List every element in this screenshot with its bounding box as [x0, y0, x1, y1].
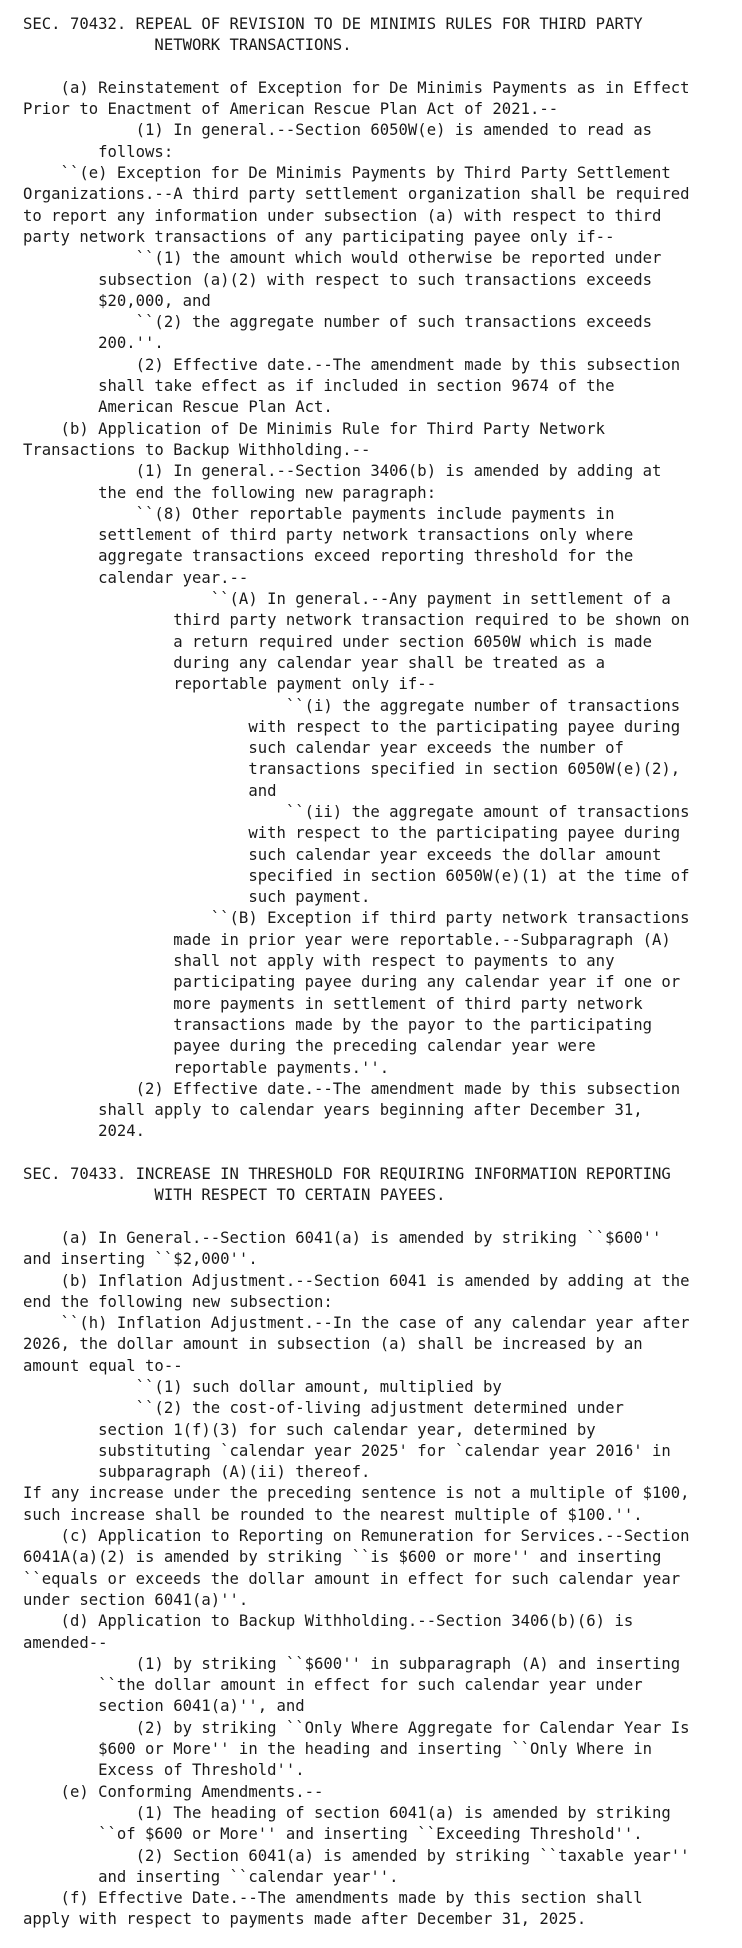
text-line: transactions made by the payor to the participating [23, 1015, 653, 1034]
text-line: ``(1) the amount which would otherwise be reported under [23, 249, 662, 268]
text-line: (d) Application to Backup Withholding.--Section 3406(b)(6) is [23, 1612, 634, 1631]
text-line: a return required under section 6050W which is made [23, 632, 653, 651]
text-line: during any calendar year shall be treated as a [23, 653, 606, 672]
text-line: payee during the preceding calendar year were [23, 1037, 596, 1056]
text-line: ``(ii) the aggregate amount of transactions [23, 802, 690, 821]
text-line: Excess of Threshold''. [23, 1761, 305, 1780]
text-line: (b) Inflation Adjustment.--Section 6041 is amended by adding at the [23, 1271, 690, 1290]
text-line: If any increase under the preceding sentence is not a multiple of $100, [23, 1484, 690, 1503]
text-line: ``(B) Exception if third party network transactions [23, 909, 690, 928]
text-line: (2) Effective date.--The amendment made by this subsection [23, 355, 681, 374]
text-line: ``(h) Inflation Adjustment.--In the case of any calendar year after [23, 1314, 690, 1333]
text-line: $20,000, and [23, 291, 211, 310]
blank-line [23, 57, 742, 78]
text-line: Prior to Enactment of American Rescue Plan Act of 2021.-- [23, 100, 559, 119]
text-line: section 6041(a)'', and [23, 1697, 305, 1716]
text-line: shall apply to calendar years beginning after December 31, [23, 1101, 643, 1120]
text-line: and inserting ``$2,000''. [23, 1250, 258, 1269]
blank-line [23, 1207, 742, 1228]
text-line: and inserting ``calendar year''. [23, 1867, 399, 1886]
text-line: to report any information under subsection (a) with respect to third [23, 206, 662, 225]
text-line: more payments in settlement of third party network [23, 994, 643, 1013]
text-line: (e) Conforming Amendments.-- [23, 1782, 324, 1801]
text-line: $600 or More'' in the heading and inserting ``Only Where in [23, 1740, 653, 1759]
text-line: WITH RESPECT TO CERTAIN PAYEES. [23, 1186, 446, 1205]
text-line: ``of $600 or More'' and inserting ``Exceeding Threshold''. [23, 1825, 643, 1844]
text-line: such calendar year exceeds the number of [23, 739, 624, 758]
text-line: follows: [23, 142, 174, 161]
text-line: SEC. 70432. REPEAL OF REVISION TO DE MINIMIS RULES FOR THIRD PARTY [23, 15, 643, 33]
text-line: (2) by striking ``Only Where Aggregate for Calendar Year Is [23, 1718, 690, 1737]
text-line: with respect to the participating payee during [23, 824, 681, 843]
text-line: apply with respect to payments made after December 31, 2025. [23, 1910, 587, 1929]
text-line: NETWORK TRANSACTIONS. [23, 36, 352, 55]
text-line: ``(e) Exception for De Minimis Payments by Third Party Settlement [23, 164, 671, 183]
text-line: (c) Application to Reporting on Remuneration for Services.--Section [23, 1527, 690, 1546]
text-line: ``equals or exceeds the dollar amount in effect for such calendar year [23, 1569, 681, 1588]
text-line: and [23, 781, 277, 800]
text-line: ``(8) Other reportable payments include payments in [23, 504, 615, 523]
text-line: ``the dollar amount in effect for such calendar year under [23, 1676, 643, 1695]
text-line: under section 6041(a)''. [23, 1590, 249, 1609]
text-line: substituting `calendar year 2025' for `calendar year 2016' in [23, 1441, 671, 1460]
text-line: (1) The heading of section 6041(a) is amended by striking [23, 1803, 671, 1822]
text-line: made in prior year were reportable.--Subparagraph (A) [23, 930, 671, 949]
blank-line [23, 1143, 742, 1164]
text-line: transactions specified in section 6050W(e)(2), [23, 760, 681, 779]
text-line: shall take effect as if included in section 9674 of the [23, 377, 615, 396]
text-line: participating payee during any calendar year if one or [23, 973, 681, 992]
text-line: subsection (a)(2) with respect to such transactions exceeds [23, 270, 653, 289]
text-line: the end the following new paragraph: [23, 483, 437, 502]
text-line: 2024. [23, 1122, 146, 1141]
text-line: (a) In General.--Section 6041(a) is amended by striking ``$600'' [23, 1228, 662, 1247]
text-line: settlement of third party network transactions only where [23, 526, 634, 545]
text-line: 200.''. [23, 334, 164, 353]
text-line: reportable payment only if-- [23, 675, 437, 694]
text-line: third party network transaction required to be shown on [23, 611, 690, 630]
text-line: calendar year.-- [23, 568, 249, 587]
text-line: (1) In general.--Section 3406(b) is amended by adding at [23, 462, 662, 481]
text-line: SEC. 70433. INCREASE IN THRESHOLD FOR REQUIRING INFORMATION REPORTING [23, 1165, 671, 1184]
text-line: reportable payments.''. [23, 1058, 390, 1077]
text-line: American Rescue Plan Act. [23, 398, 333, 417]
text-line: specified in section 6050W(e)(1) at the time of [23, 866, 690, 885]
text-line: Organizations.--A third party settlement organization shall be required [23, 185, 690, 204]
text-line: (2) Effective date.--The amendment made by this subsection [23, 1079, 681, 1098]
text-line: (a) Reinstatement of Exception for De Minimis Payments as in Effect [23, 78, 690, 97]
text-line: (f) Effective Date.--The amendments made by this section shall [23, 1889, 643, 1908]
text-line: (1) by striking ``$600'' in subparagraph (A) and inserting [23, 1654, 681, 1673]
text-line: ``(1) such dollar amount, multiplied by [23, 1378, 502, 1396]
text-line: ``(i) the aggregate number of transactions [23, 696, 681, 715]
text-line: subparagraph (A)(ii) thereof. [23, 1463, 371, 1482]
text-line: 6041A(a)(2) is amended by striking ``is $600 or more'' and inserting [23, 1548, 662, 1567]
text-line: ``(2) the aggregate number of such transactions exceeds [23, 313, 653, 332]
text-line: Transactions to Backup Withholding.-- [23, 440, 371, 459]
text-line: shall not apply with respect to payments to any [23, 952, 615, 971]
text-line: ``(A) In general.--Any payment in settlement of a [23, 590, 671, 609]
text-line: amended-- [23, 1633, 108, 1652]
text-line: (2) Section 6041(a) is amended by striking ``taxable year'' [23, 1846, 690, 1865]
text-line: party network transactions of any participating payee only if-- [23, 227, 615, 246]
text-line: such payment. [23, 888, 371, 907]
text-line: (1) In general.--Section 6050W(e) is amended to read as [23, 121, 653, 140]
text-line: (b) Application of De Minimis Rule for Third Party Network [23, 419, 606, 438]
text-line: end the following new subsection: [23, 1292, 333, 1311]
text-line: aggregate transactions exceed reporting threshold for the [23, 547, 634, 566]
text-line: such increase shall be rounded to the nearest multiple of $100.''. [23, 1505, 643, 1524]
text-line: with respect to the participating payee during [23, 717, 681, 736]
text-line: such calendar year exceeds the dollar amount [23, 845, 662, 864]
text-line: amount equal to-- [23, 1356, 183, 1375]
text-line: 2026, the dollar amount in subsection (a) shall be increased by an [23, 1335, 643, 1354]
text-line: ``(2) the cost-of-living adjustment determined under [23, 1399, 624, 1418]
text-line: section 1(f)(3) for such calendar year, determined by [23, 1420, 596, 1439]
